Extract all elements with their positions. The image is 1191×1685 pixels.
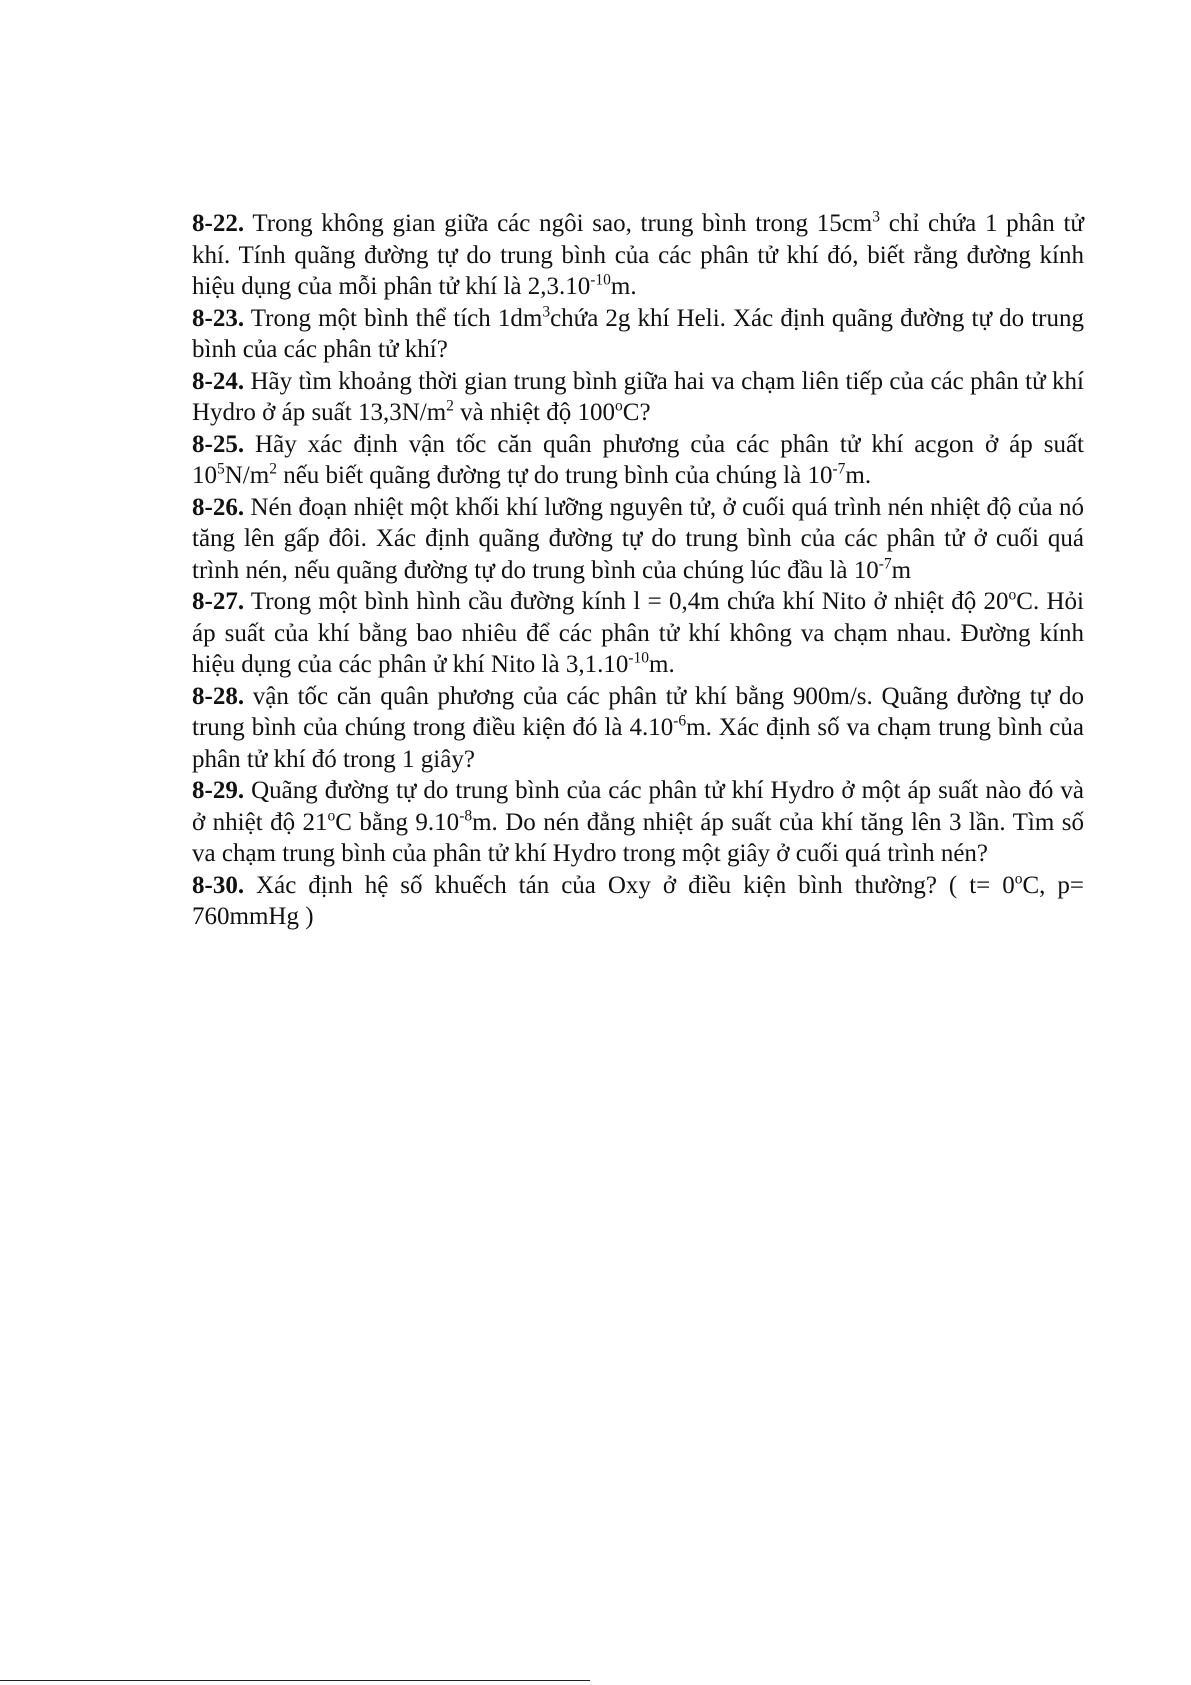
problem-8-25: 8-25. Hãy xác định vận tốc căn quân phương của các phân tử khí acgon ở áp suất $10^5N/m^2$ nếu biết quãng đường tự do trung bình của chúng là $10^{-7}m$. bbox=[192, 430, 1084, 489]
problem-8-23: 8-23. Trong một bình thể tích $1dm^3chứa$ 2g khí Heli. Xác định quãng đường tự do trung bình của các phân tử khí? bbox=[192, 303, 1084, 363]
problem-list bbox=[192, 208, 1084, 933]
problem-number: 8-27. bbox=[192, 588, 245, 615]
problem-number: 8-23. bbox=[192, 304, 245, 332]
problem-8-22: 8-22. Trong không gian giữa các ngôi sao, trung bình trong $15cm^3$ chỉ chứa 1 phân tử khí. Tính quãng đường tự do trung bình của các phân tử khí đó, biết rằng đường kính hiệu dụng của mỗi phân tử khí là $2,3.10^{-10}m$. bbox=[192, 208, 1084, 300]
problem-number: 8-22. bbox=[192, 210, 245, 237]
problem-number: 8-29. bbox=[192, 777, 245, 804]
problem-8-28: 8-28. vận tốc căn quân phương của các phân tử khí bằng 900m/s. Quãng đường tự do trung bình của chúng trong điều kiện đó là $4.10^{-6}m$. Xác định số va chạm trung bình của phân tử khí đó trong 1 giây? bbox=[192, 682, 1085, 773]
problem-number: 8-30. bbox=[192, 871, 245, 899]
problem-number: 8-28. bbox=[192, 682, 245, 710]
problem-8-26: 8-26. Nén đoạn nhiệt một khối khí lưỡng nguyên tử, ở cuối quá trình nén nhiệt độ của nó tăng lên gấp đôi. Xác định quãng đường tự do trung bình của các phân tử ở cuối quá trình nén, nếu quãng đường tự do trung bình của chúng lúc đầu là $10^{-7}m$ bbox=[192, 493, 1084, 584]
problem-number: 8-26. bbox=[192, 493, 245, 521]
problem-8-27: 8-27. Trong một bình hình cầu đường kính l = 0,4m chứa khí Nito ở nhiệt độ 20$^o$C. Hỏi áp suất của khí bằng bao nhiêu để các phân tử khí không va chạm nhau. Đường kính hiệu dụng của các phân ử khí Nito là $3,1.10^{-10}m$. bbox=[192, 586, 1084, 678]
problem-8-29: 8-29. Quãng đường tự do trung bình của các phân tử khí Hydro ở một áp suất nào đó và ở nhiệt độ 21$^o$C bằng $9.10^{-8}m$. Do nén đẳng nhiệt áp suất của khí tăng lên 3 lần. Tìm số va chạm trung bình của phân tử khí Hydro trong một giây ở cuối quá trình nén? bbox=[192, 777, 1084, 867]
problem-number: 8-25. bbox=[192, 430, 245, 458]
footer-rule bbox=[0, 1680, 590, 1681]
problem-number: 8-24. bbox=[192, 367, 245, 395]
problem-8-30: 8-30. Xác định hệ số khuếch tán của Oxy ở điều kiện bình thường? ( $t= 0^oC$, p= 760mmHg ) bbox=[192, 870, 1084, 930]
problem-8-24: 8-24. Hãy tìm khoảng thời gian trung bình giữa hai va chạm liên tiếp của các phân tử khí Hydro ở áp suất $13,3N/m^2$ và nhiệt độ 100$^o$C? bbox=[192, 367, 1084, 426]
